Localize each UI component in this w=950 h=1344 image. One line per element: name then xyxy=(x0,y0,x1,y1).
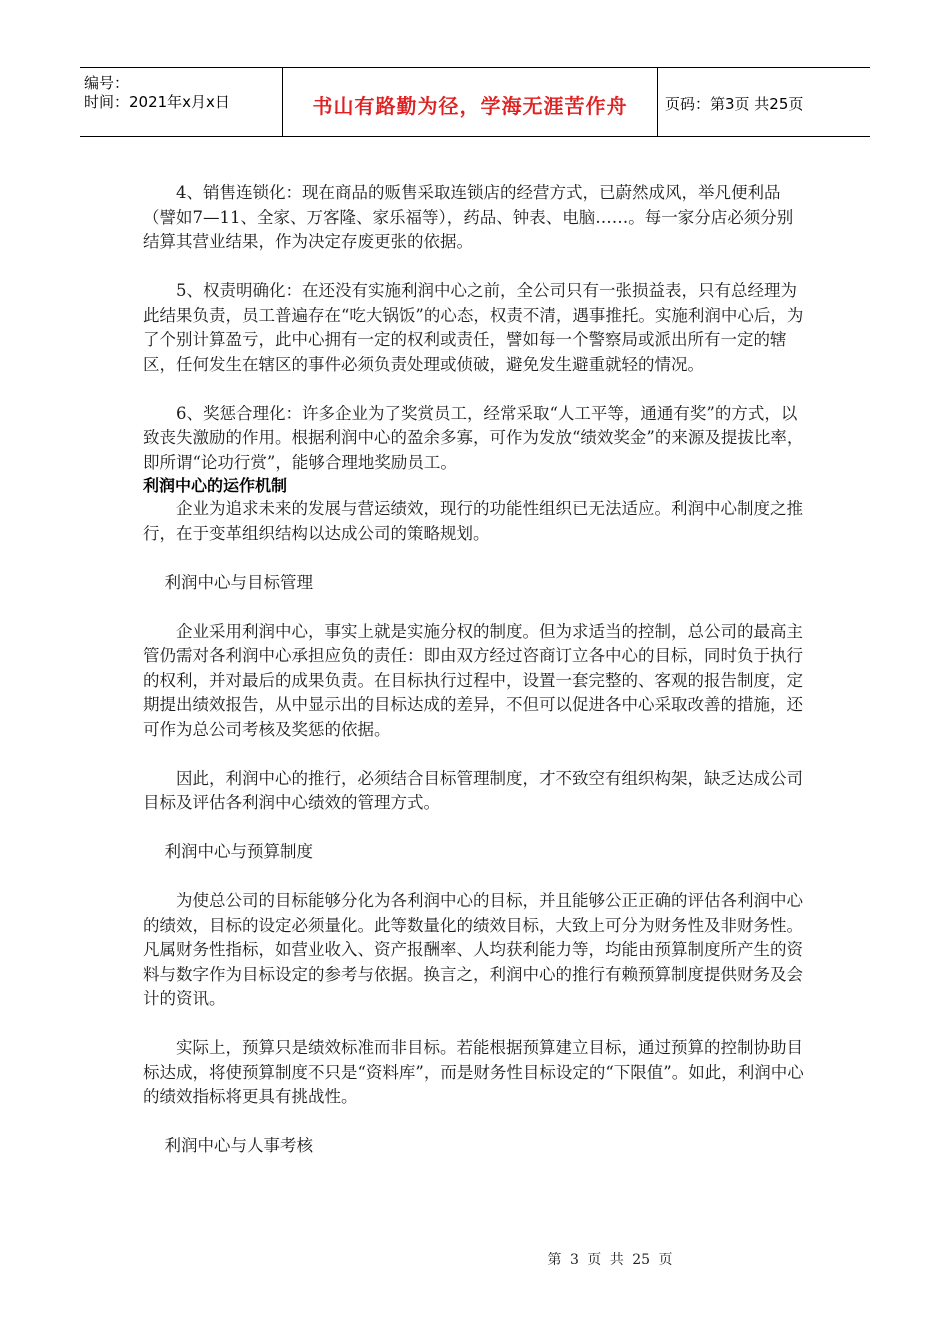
footer-page-number: 第 3 页 共 25 页 xyxy=(547,1252,673,1268)
document-date: 时间：2021年x月x日 xyxy=(84,93,230,111)
paragraph-budget: 为使总公司的目标能够分化为各利润中心的目标，并且能够公正正确的评估各利润中心的绩效，目标的设定必须量化。此等数量化的绩效目标，大致上可分为财务性及非财务性。凡属财务性指标，如营业收入、资产报酬率、人均获利能力等，均能由预算制度所产生的资料与数字作为目标设定的参考与依据。换言之，利润中心的推行有赖预算制度提供财务及会计的资讯。 xyxy=(143,891,803,1008)
paragraph-therefore: 因此，利润中心的推行，必须结合目标管理制度，才不致空有组织构架，缺乏达成公司目标及评估各利润中心绩效的管理方式。 xyxy=(143,768,803,812)
page-header xyxy=(80,67,870,137)
subheading-objectives: 利润中心与目标管理 xyxy=(164,572,313,592)
header-motto-cell xyxy=(282,68,658,136)
header-page-info: 页码：第3页 共25页 xyxy=(665,95,804,113)
document-number-label: 编号： xyxy=(84,74,130,92)
paragraph-objectives: 企业采用利润中心，事实上就是实施分权的制度。但为求适当的控制，总公司的最高主管仍需对各利润中心承担应负的责任：即由双方经过咨商订立各中心的目标，同时负于执行的权利，并对最后的成果负责。在目标执行过程中，设置一套完整的、客观的报告制度，定期提出绩效报告，从中显示出的目标达成的差异，不但可以促进各中心采取改善的措施，还可作为总公司考核及奖惩的依据。 xyxy=(143,621,803,739)
document-body xyxy=(143,181,808,1159)
paragraph-item-4: 4、销售连锁化：现在商品的贩售采取连锁店的经营方式，已蔚然成风，举凡便利品（譬如7—11、全家、万客隆、家乐福等），药品、钟表、电脑……。每一家分店必须分别结算其营业结果，作为决定存废更张的依据。 xyxy=(143,183,794,251)
paragraph-budget-actual: 实际上，预算只是绩效标准而非目标。若能根据预算建立目标，通过预算的控制协助目标达成，将使预算制度不只是“资料库”，而是财务性目标设定的“下限值”。如此，利润中心的绩效指标将更具有挑战性。 xyxy=(143,1038,804,1106)
paragraph-item-5: 5、权责明确化：在还没有实施利润中心之前，全公司只有一张损益表，只有总经理为此结果负责，员工普遍存在“吃大锅饭”的心态，权责不清，遇事推托。实施利润中心后，为了个别计算盈亏，此中心拥有一定的权利或责任，譬如每一个警察局或派出所有一定的辖区，任何发生在辖区的事件必须负责处理或侦破，避免发生避重就轻的情况。 xyxy=(143,281,804,374)
section-intro: 企业为追求未来的发展与营运绩效，现行的功能性组织已无法适应。利润中心制度之推行，在于变革组织结构以达成公司的策略规划。 xyxy=(143,499,803,543)
header-meta xyxy=(80,68,282,136)
header-motto: 书山有路勤为径，学海无涯苦作舟 xyxy=(312,94,628,118)
section-heading: 利润中心的运作机制 xyxy=(143,476,288,495)
paragraph-item-6: 6、奖惩合理化：许多企业为了奖赏员工，经常采取“人工平等，通通有奖”的方式，以致丧失激励的作用。根据利润中心的盈余多寡，可作为发放“绩效奖金”的来源及提拔比率，即所谓“论功行赏”，能够合理地奖励员工。 xyxy=(143,403,804,472)
page-footer xyxy=(0,1249,950,1269)
subheading-budget: 利润中心与预算制度 xyxy=(164,842,313,861)
subheading-personnel: 利润中心与人事考核 xyxy=(164,1136,313,1155)
